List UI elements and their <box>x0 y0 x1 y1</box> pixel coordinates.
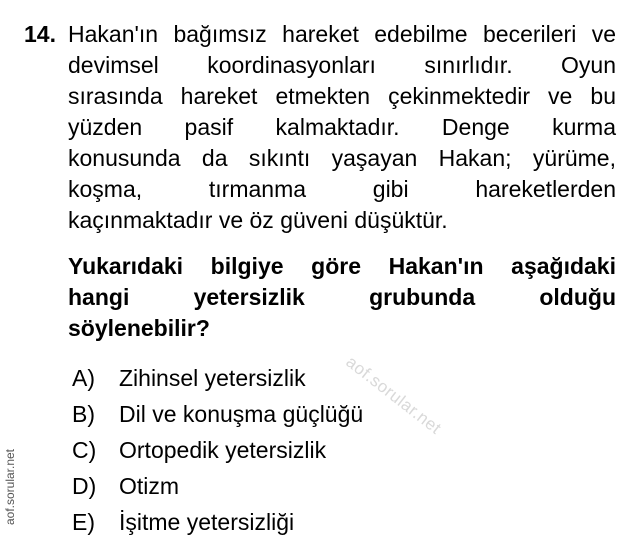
option-a[interactable] <box>72 360 592 396</box>
stem-line: kaçınmaktadır ve öz güveni düşüktür. <box>68 207 448 233</box>
option-e[interactable] <box>72 504 592 540</box>
prompt-line: söylenebilir? <box>68 315 210 341</box>
stem-line: konusunda da sıkıntı yaşayan Hakan; yürüme, <box>68 145 616 171</box>
answer-options <box>72 360 592 540</box>
question-stem <box>68 19 616 236</box>
option-letter: E) <box>72 509 95 535</box>
option-b[interactable] <box>72 396 592 432</box>
option-d[interactable] <box>72 468 592 504</box>
question-prompt <box>68 251 616 344</box>
option-c[interactable] <box>72 432 592 468</box>
question-number: 14. <box>24 21 56 47</box>
prompt-line: hangi yetersizlik grubunda olduğu <box>68 284 616 310</box>
stem-line: sırasında hareket etmekten çekinmektedir ve bu <box>68 83 616 109</box>
option-text: Ortopedik yetersizlik <box>119 437 327 463</box>
stem-line: koşma, tırmanma gibi hareketlerden <box>68 176 616 202</box>
prompt-line: Yukarıdaki bilgiye göre Hakan'ın aşağıdaki <box>68 253 616 279</box>
watermark-diagonal: aof.sorular.net <box>342 352 445 439</box>
option-letter: A) <box>72 365 95 391</box>
option-text: İşitme yetersizliği <box>119 509 295 535</box>
option-letter: C) <box>72 437 97 463</box>
stem-line: devimsel koordinasyonları sınırlıdır. Oyun <box>68 52 616 78</box>
option-text: Zihinsel yetersizlik <box>119 365 306 391</box>
watermark-side: aof.sorular.net <box>3 448 17 526</box>
option-letter: B) <box>72 401 95 427</box>
option-letter: D) <box>72 473 97 499</box>
stem-line: Hakan'ın bağımsız hareket edebilme becerileri ve <box>68 21 616 47</box>
option-text: Otizm <box>119 473 180 499</box>
option-text: Dil ve konuşma güçlüğü <box>119 401 364 427</box>
stem-line: yüzden pasif kalmaktadır. Denge kurma <box>68 114 616 140</box>
